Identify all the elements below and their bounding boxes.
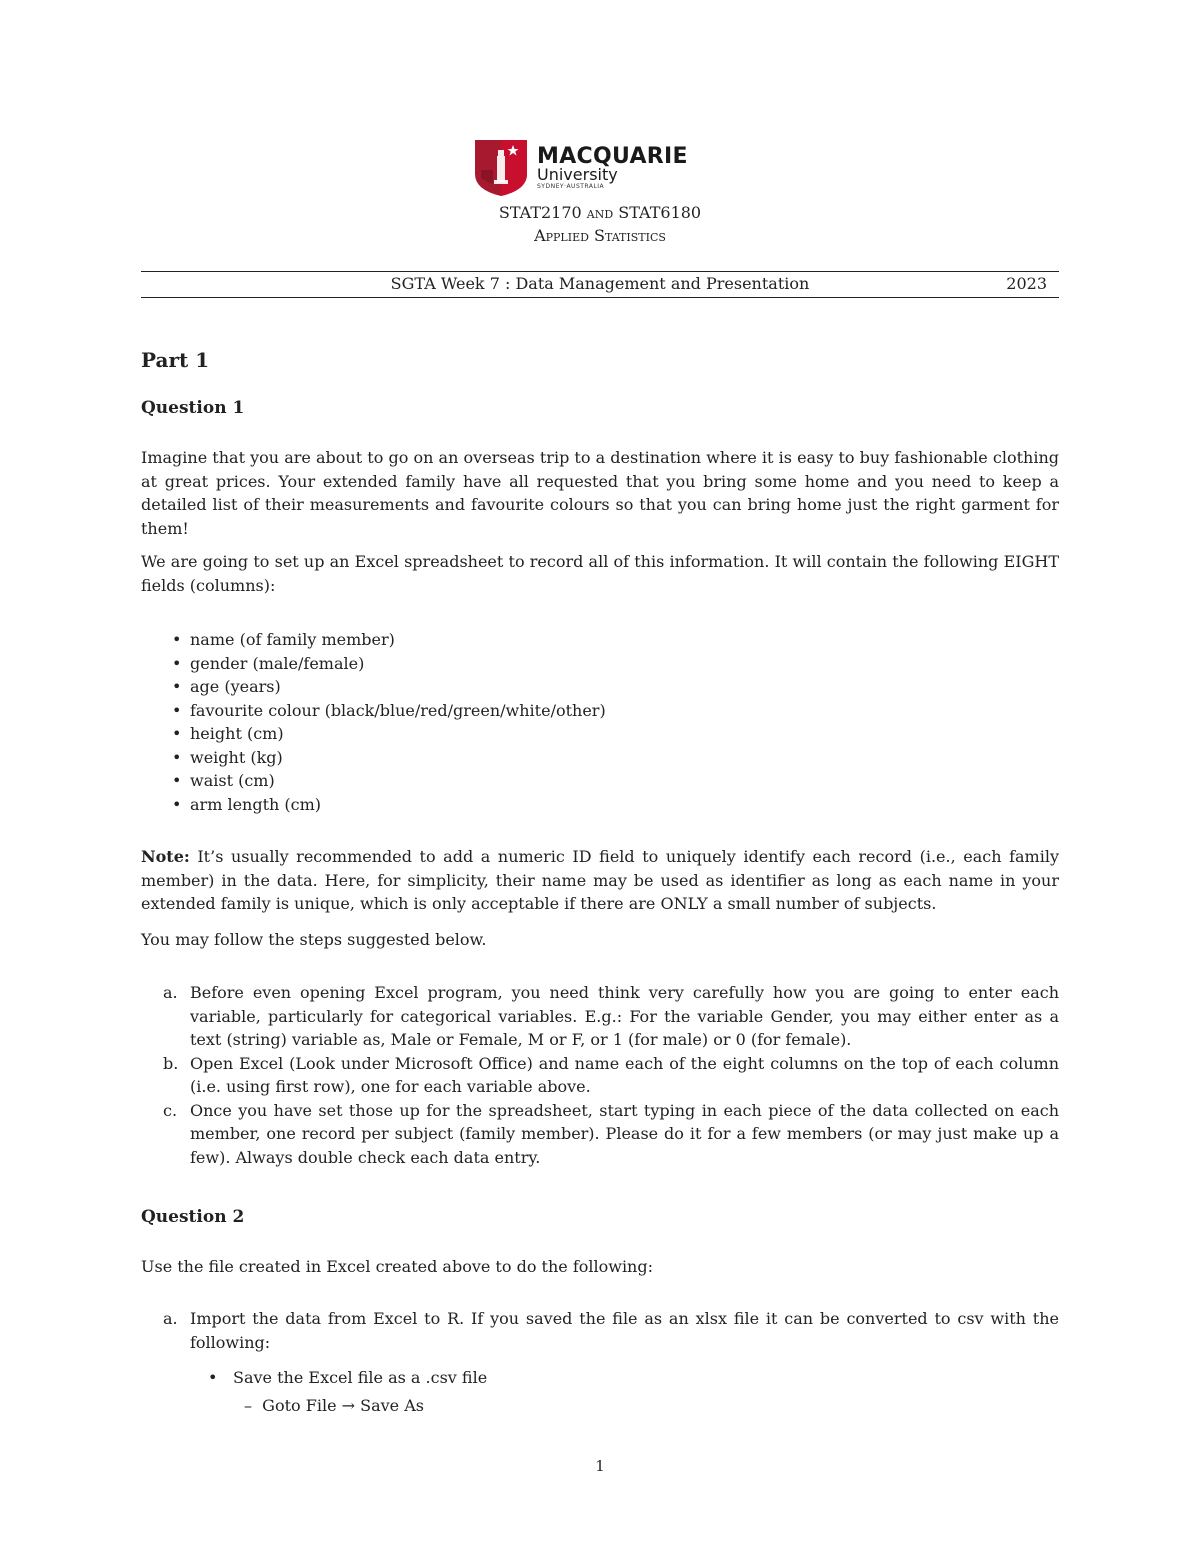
- question1-paragraph1: Imagine that you are about to go on an overseas trip to a destination where it is easy to buy fashionable clothing at great prices. Your extended family have all requested that you bring some home and you need to keep a detailed list of their measurements and favourite colours so that you can bring home just the right garment for them!: [141, 448, 1059, 538]
- step-text: Import the data from Excel to R. If you saved the file as an xlsx file it can be converted to csv with the following:: [190, 1309, 1059, 1352]
- note-text: It’s usually recommended to add a numeric ID field to uniquely identify each record (i.e., each family member) in the data. Here, for simplicity, their name may be used as identifier as long as each name in your extended family is unique, which is only acceptable if there are ONLY a small number of subjects.: [141, 847, 1059, 913]
- step-label: b.: [163, 1053, 179, 1073]
- dash-icon: –: [244, 1396, 263, 1415]
- question2-intro: Use the file created in Excel created above to do the following:: [141, 1257, 653, 1276]
- bullet-icon: •: [208, 1368, 218, 1387]
- logo-name-line2: University: [537, 165, 618, 184]
- part-heading: Part 1: [141, 348, 210, 372]
- sgta-year: 2023: [1006, 274, 1047, 293]
- list-item: [141, 1307, 1059, 1354]
- list-item: • name (of family member): [168, 628, 606, 652]
- list-item: • waist (cm): [168, 769, 606, 793]
- sgta-title: SGTA Week 7 : Data Management and Presentation: [390, 274, 810, 293]
- field-list: [168, 628, 606, 816]
- sub-bullet-text: Save the Excel file as a .csv file: [233, 1368, 488, 1387]
- header-rule-bottom: [141, 297, 1059, 298]
- step-text: Before even opening Excel program, you need think very carefully how you are going to enter each variable, particularly for categorical variables. E.g.: For the variable Gender, you may either enter as a text (string) variable as, Male or Female, M or F, or 1 (for male) or 0 (for female).: [190, 983, 1059, 1049]
- question1-steps: [141, 981, 1059, 1169]
- step-label: a.: [163, 983, 178, 1002]
- sub-dash-text: Goto File → Save As: [262, 1396, 424, 1415]
- course-codes: STAT2170 and STAT6180: [498, 203, 702, 222]
- list-item: • gender (male/female): [168, 652, 606, 676]
- question2-heading: Question 2: [141, 1207, 245, 1227]
- list-item: [141, 1052, 1059, 1099]
- list-item: • height (cm): [168, 722, 606, 746]
- course-title: Applied Statistics: [534, 226, 666, 245]
- question2-steps: [141, 1307, 1059, 1354]
- step-text: Open Excel (Look under Microsoft Office) and name each of the eight columns on the top of each column (i.e. using first row), one for each variable above.: [190, 1053, 1059, 1096]
- list-item: [141, 1099, 1059, 1170]
- list-item: • age (years): [168, 675, 606, 699]
- note-paragraph: [141, 845, 1059, 916]
- steps-intro: You may follow the steps suggested below.: [141, 930, 487, 949]
- university-logo: [475, 140, 688, 196]
- question1-heading: Question 1: [141, 398, 245, 418]
- step-label: a.: [163, 1309, 178, 1328]
- step-label: c.: [163, 1100, 178, 1120]
- list-item: • favourite colour (black/blue/red/green/white/other): [168, 699, 606, 723]
- list-item: • arm length (cm): [168, 793, 606, 817]
- list-item: • weight (kg): [168, 746, 606, 770]
- page-number: 1: [595, 1457, 605, 1475]
- question1-paragraph2: We are going to set up an Excel spreadsheet to record all of this information. It will contain the following EIGHT fields (columns):: [141, 552, 1059, 595]
- header-rule-top: [141, 271, 1059, 272]
- logo-tagline: SYDNEY·AUSTRALIA: [537, 183, 605, 190]
- logo-name-line1: MACQUARIE: [537, 144, 688, 169]
- logo-shield-icon: [475, 140, 527, 196]
- sub-dash-item: [244, 1394, 424, 1418]
- list-item: [141, 981, 1059, 1052]
- note-label: Note:: [141, 847, 190, 866]
- step-text: Once you have set those up for the spreadsheet, start typing in each piece of the data collected on each member, one record per subject (family member). Please do it for a few members (or may just make up a few). Always double check each data entry.: [190, 1100, 1059, 1167]
- sub-bullet-item: [208, 1366, 487, 1390]
